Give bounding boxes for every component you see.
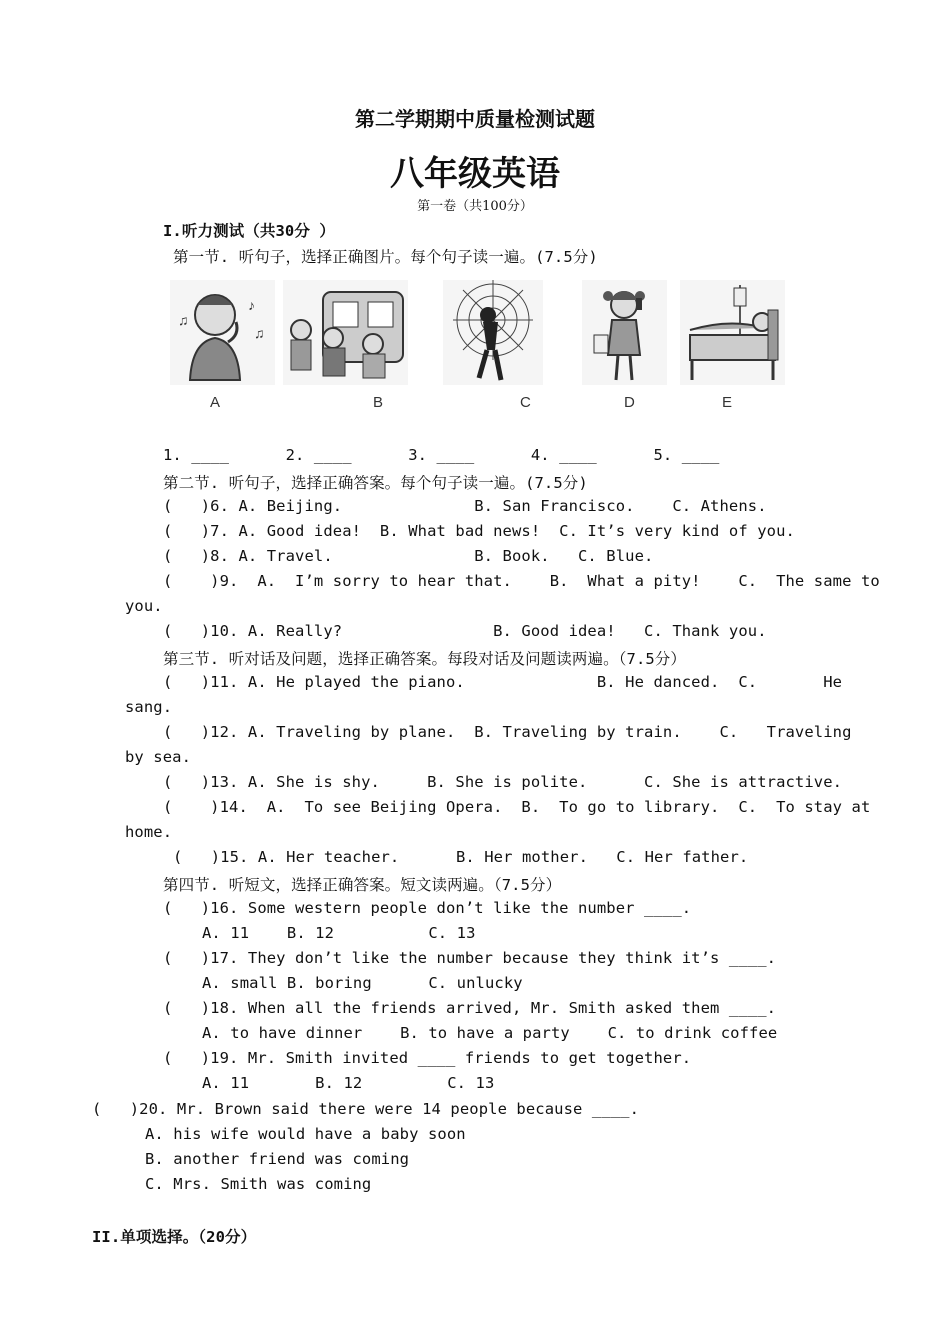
section2-title: II.单项选择。（20分） [92,1228,257,1246]
answer-blanks: 1. ____ 2. ____ 3. ____ 4. ____ 5. ____ [163,446,720,464]
picture-a [170,280,275,385]
question-12-cont: by sea. [125,748,192,766]
listening-music-icon [170,280,275,385]
question-6: ( )6. A. Beijing. B. San Francisco. C. Athens. [163,497,767,515]
svg-text:♫: ♫ [178,314,189,329]
hospital-bed-icon [680,280,785,385]
question-14: ( )14. A. To see Beijing Opera. B. To go to library. C. To stay at [163,798,871,816]
question-12: ( )12. A. Traveling by plane. B. Traveling by train. C. Traveling [163,723,852,741]
question-11: ( )11. A. He played the piano. B. He danced. C. He [163,673,843,691]
question-20: ( )20. Mr. Brown said there were 14 people because ____. [92,1100,640,1118]
question-20-option-b: B. another friend was coming [145,1150,410,1168]
picture-b [283,280,408,385]
question-13: ( )13. A. She is shy. B. She is polite. C. She is attractive. [163,773,843,791]
picture-label-a: A [210,394,221,411]
question-19: ( )19. Mr. Smith invited ____ friends to get together. [163,1049,692,1067]
question-17-options: A. small B. boring C. unlucky [202,974,523,992]
spiderman-icon [443,280,543,385]
part4-instruction: 第四节. 听短文，选择正确答案。短文读两遍。（7.5分） [163,876,562,894]
question-18: ( )18. When all the friends arrived, Mr. Smith asked them ____. [163,999,777,1017]
question-15: ( )15. A. Her teacher. B. Her mother. C. Her father. [173,848,749,866]
picture-e [680,280,785,385]
question-20-option-c: C. Mrs. Smith was coming [145,1175,372,1193]
svg-text:♫: ♫ [254,327,265,342]
question-16: ( )16. Some western people don’t like the number ____. [163,899,692,917]
question-17: ( )17. They don’t like the number because they think it’s ____. [163,949,777,967]
question-8: ( )8. A. Travel. B. Book. C. Blue. [163,547,654,565]
question-18-options: A. to have dinner B. to have a party C. to drink coffee [202,1024,778,1042]
picture-c [443,280,543,385]
picture-label-e: E [722,394,733,411]
part1-instruction: 第一节. 听句子，选择正确图片。每个句子读一遍。(7.5分) [173,248,598,266]
girl-phone-icon [582,280,667,385]
question-11-cont: sang. [125,698,173,716]
subject-title: 八年级英语 [390,154,560,194]
volume-label: 第一卷（共100分） [417,199,533,214]
bus-crowd-icon [283,280,408,385]
picture-label-b: B [373,394,384,411]
part3-instruction: 第三节. 听对话及问题，选择正确答案。每段对话及问题读两遍。（7.5分） [163,650,687,668]
question-9: ( )9. A. I’m sorry to hear that. B. What a pity! C. The same to [163,572,880,590]
svg-text:♪: ♪ [248,299,255,314]
question-9-cont: you. [125,597,163,615]
picture-label-c: C [520,394,531,411]
question-16-options: A. 11 B. 12 C. 13 [202,924,476,942]
part2-instruction: 第二节. 听句子，选择正确答案。每个句子读一遍。(7.5分) [163,474,588,492]
question-10: ( )10. A. Really? B. Good idea! C. Thank you. [163,622,767,640]
question-7: ( )7. A. Good idea! B. What bad news! C. It’s very kind of you. [163,522,795,540]
question-20-option-a: A. his wife would have a baby soon [145,1125,466,1143]
question-14-cont: home. [125,823,173,841]
picture-label-d: D [624,394,635,411]
picture-d [582,280,667,385]
section1-title: I.听力测试（共30分 ） [163,222,335,240]
exam-title: 第二学期期中质量检测试题 [355,107,595,131]
question-19-options: A. 11 B. 12 C. 13 [202,1074,495,1092]
